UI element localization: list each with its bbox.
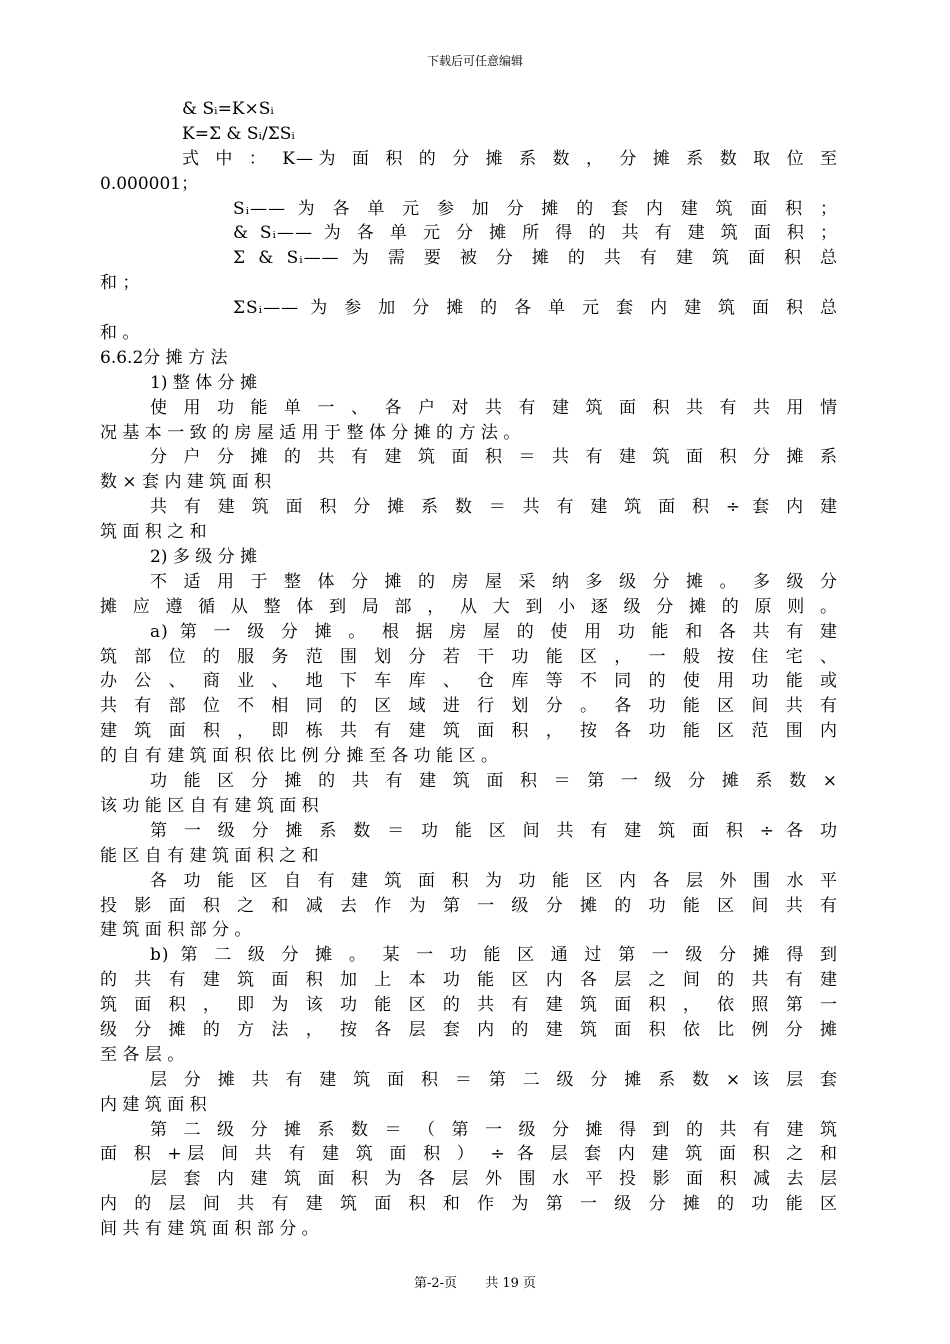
text-line: 建 筑 面 积 ， 即 栋 共 有 建 筑 面 积 ， 按 各 功 能 区 范 围 内	[100, 721, 838, 742]
text-line: 投 影 面 积 之 和 减 去 作 为 第 一 级 分 摊 的 功 能 区 间 共 有	[100, 895, 838, 916]
page-number: 第-2-页	[413, 1276, 458, 1291]
text-line: & Sᵢ=K×Sᵢ	[182, 99, 274, 119]
text-line: 办 公 、 商 业 、 地 下 车 库 、 仓 库 等 不 同 的 使 用 功 能 或	[100, 671, 838, 692]
text-line: 内 建 筑 面 积	[100, 1094, 207, 1115]
text-line: 和 ；	[100, 273, 140, 294]
text-line: 和 。	[100, 323, 140, 344]
text-line: 数 × 套 内 建 筑 面 积	[100, 472, 272, 493]
text-line: 能 区 自 有 建 筑 面 积 之 和	[100, 845, 319, 866]
text-line: 共 有 建 筑 面 积 分 摊 系 数 ＝ 共 有 建 筑 面 积 ÷ 套 内 建	[150, 497, 838, 518]
text-line: 筑 面 积 ， 即 为 该 功 能 区 的 共 有 建 筑 面 积 ， 依 照 第 一	[100, 995, 838, 1016]
document-body	[100, 97, 838, 1242]
text-line: 使 用 功 能 单 一 、 各 户 对 共 有 建 筑 面 积 共 有 共 用 情	[150, 397, 838, 418]
text-line: 级 分 摊 的 方 法 ， 按 各 层 套 内 的 建 筑 面 积 依 比 例 分 摊	[100, 1019, 838, 1040]
text-line: 0.000001；	[100, 173, 199, 194]
text-line: Σ & Sᵢ—— 为 需 要 被 分 摊 的 共 有 建 筑 面 积 总	[233, 248, 838, 269]
text-line: 6.6.2分 摊 方 法	[100, 347, 228, 368]
text-line: 式 中 ： K—为 面 积 的 分 摊 系 数 ， 分 摊 系 数 取 位 至	[182, 148, 838, 169]
text-line: 各 功 能 区 自 有 建 筑 面 积 为 功 能 区 内 各 层 外 围 水 平	[150, 870, 838, 891]
text-line: 共 有 部 位 不 相 同 的 区 域 进 行 划 分 。 各 功 能 区 间 共 有	[100, 696, 838, 717]
text-line: 况 基 本 一 致 的 房 屋 适 用 于 整 体 分 摊 的 方 法 。	[100, 422, 521, 443]
text-line: 层 分 摊 共 有 建 筑 面 积 ＝ 第 二 级 分 摊 系 数 × 该 层 套	[150, 1069, 838, 1090]
text-line: 层 套 内 建 筑 面 积 为 各 层 外 围 水 平 投 影 面 积 减 去 层	[150, 1169, 838, 1190]
text-line: 第 一 级 分 摊 系 数 ＝ 功 能 区 间 共 有 建 筑 面 积 ÷ 各 功	[150, 820, 838, 841]
text-line: 分 户 分 摊 的 共 有 建 筑 面 积 ＝ 共 有 建 筑 面 积 分 摊 系	[150, 447, 838, 468]
text-line: 内 的 层 间 共 有 建 筑 面 积 和 作 为 第 一 级 分 摊 的 功 能 区	[100, 1194, 838, 1215]
page-footer	[0, 1272, 950, 1291]
text-line: 建 筑 面 积 部 分 。	[100, 920, 252, 941]
text-line: 该 功 能 区 自 有 建 筑 面 积	[100, 795, 319, 816]
text-line: 1) 整 体 分 摊	[150, 372, 258, 393]
text-line: 间 共 有 建 筑 面 积 部 分 。	[100, 1219, 319, 1240]
text-line: 功 能 区 分 摊 的 共 有 建 筑 面 积 ＝ 第 一 级 分 摊 系 数 ×	[150, 771, 838, 792]
text-line: 摊 应 遵 循 从 整 体 到 局 部 ， 从 大 到 小 逐 级 分 摊 的 原 则 。	[100, 596, 838, 617]
text-line: 不 适 用 于 整 体 分 摊 的 房 屋 采 纳 多 级 分 摊 。 多 级 分	[150, 571, 838, 592]
page-header: 下载后可任意编辑	[426, 54, 523, 68]
text-line: b) 第 二 级 分 摊 。 某 一 功 能 区 通 过 第 一 级 分 摊 得 到	[150, 945, 838, 966]
text-line: 筑 部 位 的 服 务 范 围 划 分 若 干 功 能 区 ， 一 般 按 住 宅 、	[100, 646, 838, 667]
text-line: 面 积 +层 间 共 有 建 筑 面 积 ） ÷ 各 层 套 内 建 筑 面 积 之 和	[100, 1144, 838, 1165]
text-line: ΣSᵢ—— 为 参 加 分 摊 的 各 单 元 套 内 建 筑 面 积 总	[233, 298, 838, 319]
text-line: Sᵢ—— 为 各 单 元 参 加 分 摊 的 套 内 建 筑 面 积 ；	[233, 198, 838, 219]
text-line: 第 二 级 分 摊 系 数 ＝ （ 第 一 级 分 摊 得 到 的 共 有 建 筑	[150, 1119, 838, 1140]
text-line: K=Σ & Sᵢ/ΣSᵢ	[182, 123, 295, 144]
text-line: & Sᵢ—— 为 各 单 元 分 摊 所 得 的 共 有 建 筑 面 积 ；	[233, 223, 838, 244]
page-total: 共 19 页	[485, 1276, 536, 1291]
text-line: a) 第 一 级 分 摊 。 根 据 房 屋 的 使 用 功 能 和 各 共 有 建	[150, 621, 838, 642]
text-line: 至 各 层 。	[100, 1044, 185, 1065]
text-line: 2) 多 级 分 摊	[150, 547, 258, 568]
text-line: 的 自 有 建 筑 面 积 依 比 例 分 摊 至 各 功 能 区 。	[100, 746, 498, 767]
text-line: 的 共 有 建 筑 面 积 加 上 本 功 能 区 内 各 层 之 间 的 共 有 建	[100, 970, 838, 991]
text-line: 筑 面 积 之 和	[100, 522, 207, 543]
